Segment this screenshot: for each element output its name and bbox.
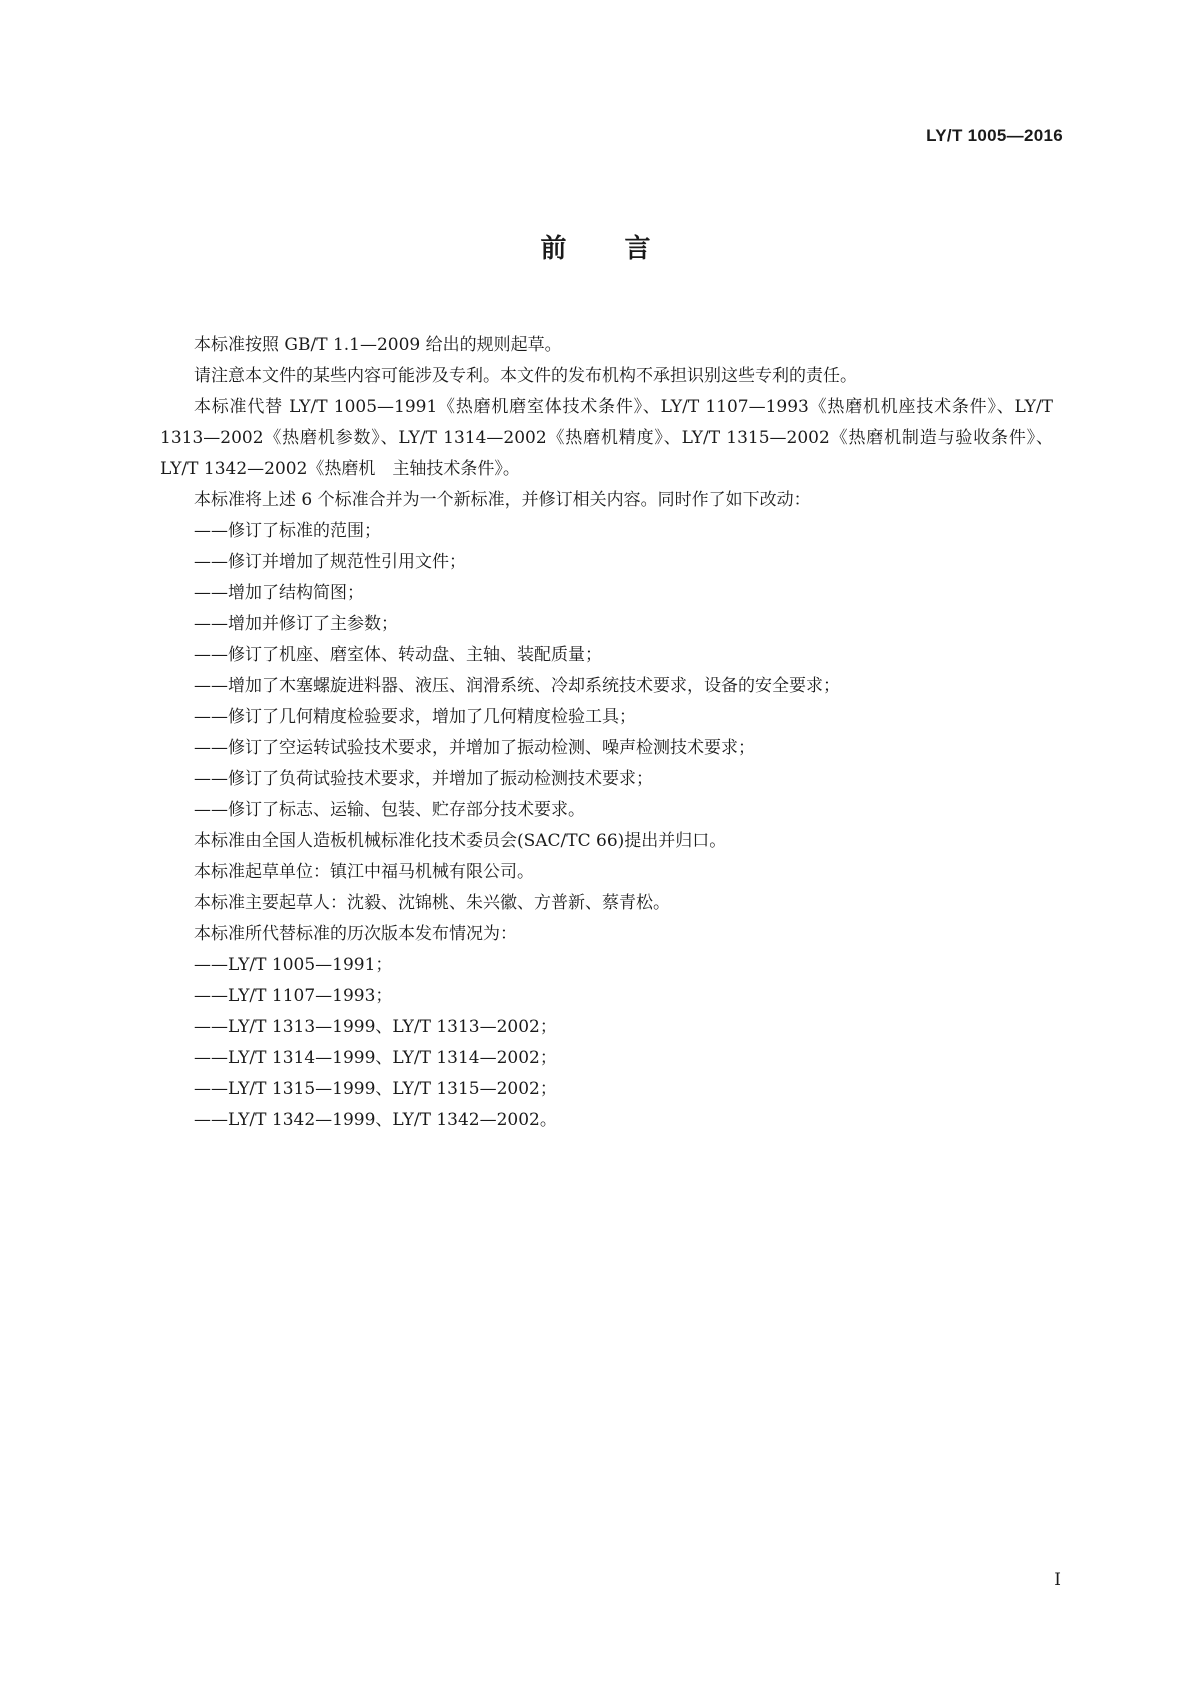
page-title: 前言: [540, 234, 709, 264]
history-item: ——LY/T 1107—1993；: [194, 986, 393, 1006]
document-body: [160, 330, 1053, 1136]
paragraph: 本标准代替 LY/T 1005—1991《热磨机磨室体技术条件》、LY/T 1107—1993《热磨机机座技术条件》、LY/T 1313—2002《热磨机参数》、LY/T 1314—2002《热磨机精度》、LY/T 1315—2002《热磨机制造与验收条件》、LY/T 1342—2002《热磨机 主轴技术条件》。: [160, 397, 1053, 479]
change-item: ——修订了几何精度检验要求，增加了几何精度检验工具；: [194, 707, 636, 727]
history-item: ——LY/T 1314—1999、LY/T 1314—2002；: [194, 1048, 557, 1068]
paragraph: 本标准由全国人造板机械标准化技术委员会(SAC/TC 66)提出并归口。: [194, 831, 727, 851]
paragraph: 请注意本文件的某些内容可能涉及专利。本文件的发布机构不承担识别这些专利的责任。: [194, 366, 857, 386]
paragraph: 本标准所代替标准的历次版本发布情况为：: [194, 924, 517, 944]
history-item: ——LY/T 1342—1999、LY/T 1342—2002。: [194, 1110, 557, 1130]
change-item: ——修订了负荷试验技术要求，并增加了振动检测技术要求；: [194, 769, 653, 789]
paragraph: 本标准将上述 6 个标准合并为一个新标准，并修订相关内容。同时作了如下改动：: [194, 490, 811, 510]
history-item: ——LY/T 1315—1999、LY/T 1315—2002；: [194, 1079, 557, 1099]
paragraph: 本标准起草单位：镇江中福马机械有限公司。: [194, 862, 534, 882]
standard-code: LY/T 1005—2016: [926, 126, 1063, 145]
paragraph: 本标准按照 GB/T 1.1—2009 给出的规则起草。: [194, 335, 562, 355]
change-item: ——增加并修订了主参数；: [194, 614, 398, 634]
change-item: ——修订了机座、磨室体、转动盘、主轴、装配质量；: [194, 645, 602, 665]
change-item: ——修订了标准的范围；: [194, 521, 381, 541]
paragraph: 本标准主要起草人：沈毅、沈锦桃、朱兴徽、方普新、蔡青松。: [194, 893, 670, 913]
page-number: I: [1054, 1570, 1061, 1590]
change-item: ——修订了空运转试验技术要求，并增加了振动检测、噪声检测技术要求；: [194, 738, 755, 758]
change-item: ——修订并增加了规范性引用文件；: [194, 552, 466, 572]
history-item: ——LY/T 1313—1999、LY/T 1313—2002；: [194, 1017, 557, 1037]
change-item: ——增加了结构简图；: [194, 583, 364, 603]
change-item: ——修订了标志、运输、包装、贮存部分技术要求。: [194, 800, 585, 820]
change-item: ——增加了木塞螺旋进料器、液压、润滑系统、冷却系统技术要求，设备的安全要求；: [194, 676, 840, 696]
history-item: ——LY/T 1005—1991；: [194, 955, 393, 975]
